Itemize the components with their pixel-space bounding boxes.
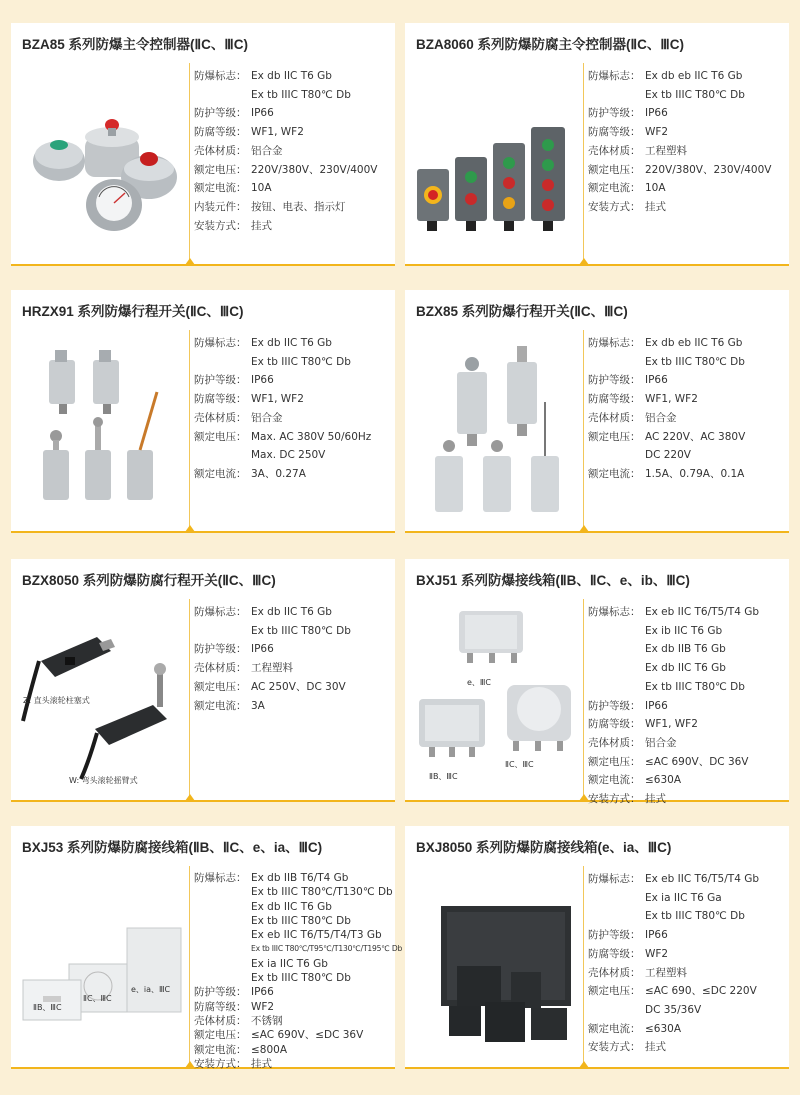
spec-values (645, 945, 668, 964)
spec-value: Ex db IIB T6/T4 Gb (251, 872, 349, 884)
spec-values (251, 142, 283, 161)
product-title: BXJ8050 系列防爆防腐接线箱(e、ia、ⅢC) (416, 840, 672, 855)
spec-value: ≤630A (645, 1022, 682, 1035)
spec-label: 防爆标志： (194, 337, 247, 349)
spec-values (251, 465, 306, 484)
spec-label: 防爆标志： (588, 873, 641, 885)
spec-label: 防爆标志： (194, 70, 247, 82)
spec-values (251, 697, 265, 716)
spec-row (194, 640, 393, 659)
spec-values (251, 198, 346, 217)
spec-row (588, 142, 787, 161)
spec-values (251, 1028, 363, 1042)
spec-label: 防腐等级： (588, 393, 641, 406)
spec-row (588, 1038, 787, 1057)
spec-value: 3A、0.27A (251, 467, 306, 480)
spec-label: 壳体材质： (588, 411, 641, 424)
spec-values (645, 390, 698, 409)
spec-row (194, 390, 393, 409)
spec-row (194, 161, 393, 180)
spec-row (194, 697, 393, 716)
product-title: BXJ53 系列防爆防腐接线箱(ⅡB、ⅡC、e、ia、ⅢC) (22, 840, 323, 855)
spec-value: 10A (645, 182, 666, 195)
spec-value: ≤AC 690、≤DC 220V (645, 985, 757, 998)
spec-row (194, 603, 393, 640)
spec-row (588, 67, 787, 104)
spec-value: Ex tb IIIC T80℃ Db (251, 972, 351, 985)
limit-switch-image (413, 332, 579, 522)
divider (583, 599, 584, 800)
spec-value: AC 220V、AC 380V (645, 430, 746, 443)
spec-row (588, 198, 787, 217)
spec-label: 壳体材质： (588, 966, 641, 979)
spec-value: Ex eb IIC T6/T5/T4/T3 Gb (251, 929, 382, 942)
product-card-bzx8050 (11, 559, 395, 802)
spec-value: WF2 (645, 126, 669, 139)
spec-list (588, 334, 787, 484)
spec-row (588, 753, 787, 772)
product-title: BZX8050 系列防爆防腐行程开关(ⅡC、ⅢC) (22, 573, 276, 588)
product-card-hrzx91 (11, 290, 395, 533)
product-title: BZA8060 系列防爆防腐主令控制器(ⅡC、ⅢC) (416, 37, 684, 52)
spec-value: Ex db IIC T6 Gb (251, 606, 332, 618)
spec-label: 额定电流： (194, 699, 247, 712)
spec-values (251, 409, 283, 428)
spec-values (645, 409, 677, 428)
spec-values (251, 371, 274, 390)
spec-value: 挂式 (251, 219, 272, 232)
spec-values (645, 790, 666, 809)
spec-label: 额定电压： (588, 985, 641, 998)
spec-row (588, 390, 787, 409)
spec-values (645, 161, 771, 180)
spec-value: Ex tb IIIC T80℃ Db (251, 624, 351, 637)
product-card-bza8060 (405, 23, 789, 266)
spec-values (251, 67, 351, 104)
spec-row (194, 179, 393, 198)
spec-value: Ex ia IIC T6 Gb (251, 957, 328, 970)
spec-row (588, 1020, 787, 1039)
product-card-bzx85 (405, 290, 789, 533)
spec-row (588, 123, 787, 142)
spec-label: 壳体材质： (588, 736, 641, 749)
spec-row (194, 871, 403, 985)
divider (189, 330, 190, 531)
spec-label: 防爆标志： (194, 606, 247, 618)
spec-value: Ex db IIB T6 Gb (645, 643, 726, 656)
spec-row (194, 217, 393, 236)
product-title: BXJ51 系列防爆接线箱(ⅡB、ⅡC、e、ib、ⅢC) (416, 573, 690, 588)
spec-label: 防腐等级： (194, 393, 247, 406)
spec-label: 防护等级： (194, 986, 247, 999)
spec-values (645, 334, 745, 371)
spec-label: 额定电流： (588, 1022, 641, 1035)
spec-value: Ex db IIC T6 Gb (645, 662, 726, 675)
limit-switch-image (19, 332, 185, 522)
spec-value: Ex tb IIIC T80℃/T130℃ Db (251, 886, 393, 899)
product-card-bza85 (11, 23, 395, 266)
spec-values (251, 334, 351, 371)
spec-value: WF2 (251, 1000, 275, 1013)
spec-label: 内装元件： (194, 200, 247, 213)
spec-label: 额定电流： (588, 774, 641, 787)
spec-value: Max. AC 380V 50/60Hz (251, 430, 372, 443)
product-title: HRZX91 系列防爆行程开关(ⅡC、ⅢC) (22, 304, 244, 319)
spec-values (645, 771, 681, 790)
spec-row (588, 161, 787, 180)
spec-value: Ex ia IIC T6 Ga (645, 891, 722, 904)
spec-value: 铝合金 (645, 736, 677, 749)
spec-value: Ex tb IIIC T80℃ Db (645, 88, 745, 101)
spec-row (588, 870, 787, 926)
spec-value: IP66 (251, 107, 274, 120)
spec-label: 壳体材质： (194, 1014, 247, 1027)
spec-value: IP66 (251, 986, 274, 999)
spec-row (194, 409, 393, 428)
spec-value: 工程塑料 (251, 662, 293, 675)
spec-value: DC 220V (645, 449, 691, 462)
spec-row (194, 659, 393, 678)
spec-row (194, 67, 393, 104)
spec-label: 防爆标志： (588, 606, 641, 618)
spec-row (588, 945, 787, 964)
spec-list (194, 603, 393, 715)
spec-value: 挂式 (645, 200, 666, 213)
spec-list (588, 67, 787, 217)
caption-z-type: Z: 直头滚轮柱塞式 (23, 696, 90, 705)
spec-value: IP66 (645, 699, 668, 712)
stainless-junction-box-image (19, 868, 185, 1058)
spec-values (645, 123, 668, 142)
spec-row (194, 678, 393, 697)
spec-value: 挂式 (251, 1057, 272, 1070)
spec-value: ≤630A (645, 774, 682, 787)
spec-value: Ex tb IIIC T80℃ Db (645, 355, 745, 368)
spec-list (588, 870, 787, 1057)
spec-value: Ex db eb IIC T6 Gb (645, 337, 743, 349)
spec-values (251, 1014, 283, 1028)
spec-values (645, 697, 668, 716)
control-station-image (413, 65, 579, 255)
spec-value: 工程塑料 (645, 144, 687, 157)
spec-label: 安装方式： (588, 200, 641, 213)
product-card-bxj8050 (405, 826, 789, 1069)
spec-value: Ex db IIC T6 Gb (251, 70, 332, 82)
spec-value: 工程塑料 (645, 966, 687, 979)
black-enclosure-image (413, 868, 579, 1058)
spec-label: 额定电压： (194, 680, 247, 693)
spec-values (251, 161, 377, 180)
spec-values (251, 640, 274, 659)
spec-values (251, 104, 274, 123)
spec-label: 安装方式： (588, 793, 641, 806)
spec-row (588, 771, 787, 790)
product-title: BZX85 系列防爆行程开关(ⅡC、ⅢC) (416, 304, 628, 319)
spec-label: 额定电压： (194, 163, 247, 176)
spec-row (588, 790, 787, 809)
spec-value: 挂式 (645, 793, 666, 806)
spec-values (645, 734, 677, 753)
spec-values (251, 985, 274, 999)
spec-row (194, 428, 393, 465)
spec-row (588, 926, 787, 945)
spec-row (194, 1043, 393, 1057)
spec-label: 防爆标志： (588, 70, 641, 82)
divider (189, 599, 190, 800)
divider (583, 866, 584, 1067)
spec-values (645, 753, 749, 772)
spec-row (194, 1014, 393, 1028)
spec-row (194, 1057, 393, 1071)
spec-label: 壳体材质： (194, 411, 247, 424)
spec-value: IP66 (645, 929, 668, 942)
spec-row (194, 104, 393, 123)
spec-row (194, 198, 393, 217)
spec-row (588, 964, 787, 983)
spec-value: ≤AC 690V、≤DC 36V (251, 1029, 364, 1042)
spec-value: Max. DC 250V (251, 449, 326, 462)
spec-label: 额定电流： (194, 182, 247, 195)
spec-label: 安装方式： (194, 219, 247, 232)
spec-label: 壳体材质： (194, 144, 247, 157)
spec-row (588, 982, 787, 1019)
spec-value: Ex eb IIC T6/T5/T4 Gb (645, 873, 760, 885)
spec-list (194, 67, 393, 235)
spec-label: 防爆标志： (194, 872, 247, 884)
spec-label: 防护等级： (588, 107, 641, 120)
spec-label: 防腐等级： (588, 947, 641, 960)
spec-values (251, 603, 351, 640)
spec-list (588, 603, 787, 809)
divider (189, 866, 190, 1067)
spec-values (251, 217, 272, 236)
caption-iic-iiic: ⅡC、ⅢC (83, 994, 112, 1003)
spec-value: Ex eb IIC T6/T5/T4 Gb (645, 606, 760, 618)
spec-list (194, 334, 393, 484)
spec-value: ≤AC 690V、DC 36V (645, 755, 749, 768)
spec-values (251, 428, 371, 465)
spec-value: Ex db IIC T6 Gb (251, 337, 332, 349)
junction-box-image (413, 601, 579, 791)
spec-label: 额定电流： (194, 467, 247, 480)
spec-value: 3A (251, 699, 265, 712)
spec-value: Ex db eb IIC T6 Gb (645, 70, 743, 82)
spec-label: 额定电流： (194, 1043, 247, 1056)
spec-values (251, 678, 346, 697)
spec-label: 防护等级： (194, 107, 247, 120)
spec-row (194, 985, 393, 999)
caption-iic-iiic: ⅡC、ⅢC (505, 760, 534, 769)
product-card-bxj51 (405, 559, 789, 806)
spec-values (645, 142, 687, 161)
spec-label: 壳体材质： (194, 662, 247, 675)
spec-row (588, 428, 787, 465)
spec-values (251, 123, 304, 142)
spec-label: 防腐等级： (588, 718, 641, 731)
spec-values (251, 871, 402, 985)
spec-values (645, 67, 745, 104)
spec-value: Ex ib IIC T6 Gb (645, 624, 723, 637)
spec-value: IP66 (251, 643, 274, 656)
spec-values (645, 104, 668, 123)
spec-label: 额定电流： (588, 182, 641, 195)
spec-value: WF1, WF2 (645, 718, 698, 731)
spec-label: 额定电压： (588, 755, 641, 768)
spec-row (194, 465, 393, 484)
spec-label: 额定电流： (588, 467, 641, 480)
spec-value: Ex tb IIIC T80℃/T95℃/T130℃/T195℃ Db (251, 944, 403, 954)
spec-label: 额定电压： (588, 430, 641, 443)
spec-value: Ex tb IIIC T80℃ Db (645, 680, 745, 693)
spec-row (194, 371, 393, 390)
spec-list (194, 871, 403, 1071)
spec-values (645, 870, 759, 926)
spec-row (194, 1000, 393, 1014)
spec-row (588, 603, 787, 697)
spec-values (645, 428, 745, 465)
spec-value: 10A (251, 182, 272, 195)
spec-row (194, 123, 393, 142)
spec-values (645, 1038, 666, 1057)
divider (583, 330, 584, 531)
spec-values (645, 1020, 681, 1039)
caption-e-ia-iiic: e、ia、ⅢC (131, 985, 171, 994)
spec-value: 1.5A、0.79A、0.1A (645, 467, 745, 480)
spec-row (588, 409, 787, 428)
spec-values (645, 964, 687, 983)
caption-w-type: W: 弯头滚轮摇臂式 (69, 776, 138, 785)
spec-row (588, 734, 787, 753)
spec-label: 防护等级： (194, 643, 247, 656)
spec-value: Ex db IIC T6 Gb (251, 900, 332, 913)
spec-value: 挂式 (645, 1041, 666, 1054)
spec-value: 铝合金 (645, 411, 677, 424)
spec-value: WF2 (645, 947, 669, 960)
spec-value: Ex tb IIIC T80℃ Db (645, 910, 745, 923)
spec-row (588, 104, 787, 123)
spec-label: 防腐等级： (194, 126, 247, 139)
spec-label: 防爆标志： (588, 337, 641, 349)
spec-label: 防护等级： (588, 374, 641, 387)
spec-label: 防护等级： (194, 374, 247, 387)
spec-value: Ex tb IIIC T80℃ Db (251, 88, 351, 101)
spec-label: 额定电压： (194, 1029, 247, 1042)
spec-values (645, 926, 668, 945)
spec-value: AC 250V、DC 30V (251, 680, 346, 693)
spec-label: 防护等级： (588, 699, 641, 712)
explosion-proof-controller-image (19, 65, 185, 255)
spec-value: 铝合金 (251, 144, 283, 157)
spec-values (645, 371, 668, 390)
divider (583, 63, 584, 264)
spec-values (645, 198, 666, 217)
spec-values (645, 603, 759, 697)
spec-value: 220V/380V、230V/400V (251, 163, 378, 176)
spec-row (588, 465, 787, 484)
spec-label: 额定电压： (588, 163, 641, 176)
spec-row (194, 142, 393, 161)
spec-label: 壳体材质： (588, 144, 641, 157)
spec-value: 铝合金 (251, 411, 283, 424)
caption-e-iiic: e、ⅢC (467, 678, 492, 687)
spec-row (588, 371, 787, 390)
spec-value: 不锈钢 (251, 1014, 283, 1027)
spec-value: ≤800A (251, 1043, 288, 1056)
spec-value: 按钮、电表、指示灯 (251, 200, 346, 213)
divider (189, 63, 190, 264)
spec-values (645, 715, 698, 734)
spec-value: WF1, WF2 (645, 393, 698, 406)
product-title: BZA85 系列防爆主令控制器(ⅡC、ⅢC) (22, 37, 248, 52)
spec-value: Ex tb IIIC T80℃ Db (251, 355, 351, 368)
spec-values (645, 179, 666, 198)
spec-label: 防腐等级： (194, 1000, 247, 1013)
spec-row (588, 179, 787, 198)
spec-values (251, 1000, 274, 1014)
spec-value: IP66 (645, 374, 668, 387)
spec-label: 防腐等级： (588, 126, 641, 139)
spec-row (588, 697, 787, 716)
spec-values (251, 390, 304, 409)
spec-label: 安装方式： (194, 1057, 247, 1070)
spec-values (251, 1057, 272, 1071)
caption-iib-iiic: ⅡB、ⅢC (429, 772, 458, 781)
spec-row (588, 334, 787, 371)
spec-label: 防护等级： (588, 929, 641, 942)
spec-values (251, 659, 293, 678)
spec-values (251, 1043, 287, 1057)
product-card-bxj53 (11, 826, 403, 1070)
spec-values (645, 465, 744, 484)
spec-values (251, 179, 272, 198)
spec-values (645, 982, 757, 1019)
spec-label: 安装方式： (588, 1041, 641, 1054)
spec-value: DC 35/36V (645, 1003, 702, 1016)
spec-value: 220V/380V、230V/400V (645, 163, 772, 176)
spec-value: Ex tb IIIC T80℃ Db (251, 914, 351, 927)
spec-value: WF1, WF2 (251, 126, 304, 139)
spec-row (194, 334, 393, 371)
spec-value: IP66 (645, 107, 668, 120)
spec-value: WF1, WF2 (251, 393, 304, 406)
spec-row (588, 715, 787, 734)
caption-iib-iiic: ⅡB、ⅢC (33, 1003, 62, 1012)
spec-label: 额定电压： (194, 430, 247, 443)
spec-value: IP66 (251, 374, 274, 387)
spec-row (194, 1028, 393, 1042)
